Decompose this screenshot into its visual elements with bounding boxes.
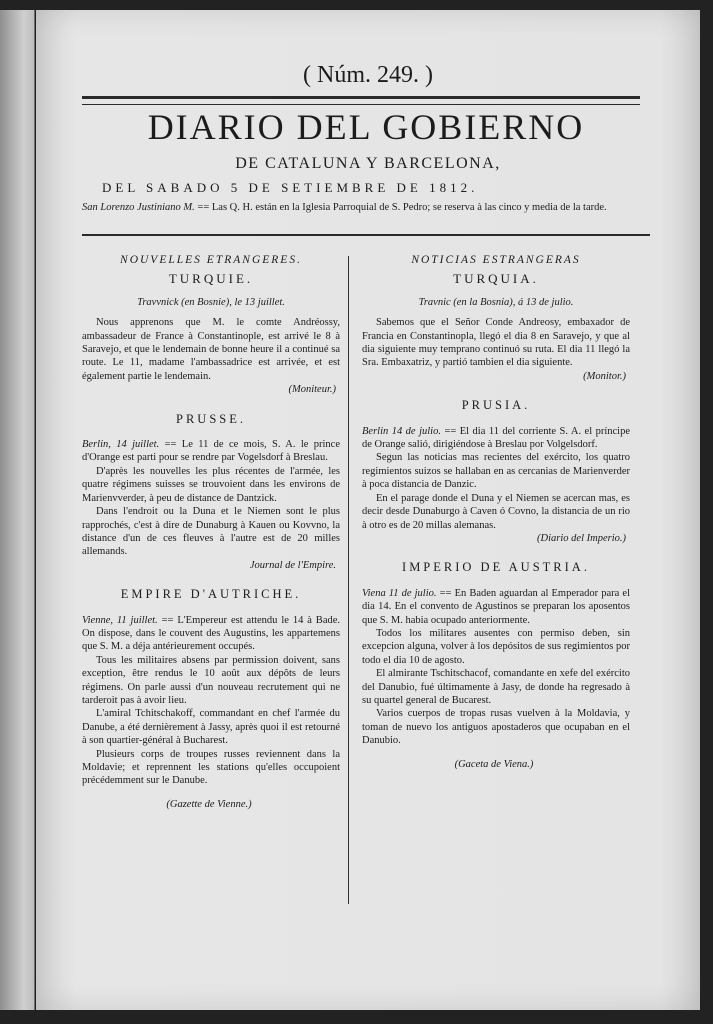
header-divider — [82, 234, 650, 239]
dateline: Berlin 14 de julio. — [362, 425, 441, 437]
dateline: Vienne, 11 juillet. — [82, 614, 158, 626]
article-paragraph — [82, 614, 340, 654]
source-citation: (Diario del Imperio.) — [537, 532, 626, 544]
section-autriche — [82, 588, 340, 811]
french-column — [82, 248, 340, 811]
article-paragraph: Dans l'endroit ou la Duna et le Niemen sont le plus rapprochés, c'est à dire de Dunaburg à Kauen ou Kovvno, la distance d'un de ces fleuves à l'autre est de 20 milles allemands. — [82, 506, 340, 558]
saint-of-day-notice — [82, 201, 654, 214]
issue-number: ( Núm. 249. ) — [303, 62, 433, 88]
section-prusia — [362, 399, 630, 545]
article-paragraph — [82, 438, 340, 465]
source-citation: (Gazette de Vienne.) — [166, 798, 252, 810]
article-paragraph: L'amiral Tchitschakoff, commandant en chef l'armée du Danube, a été dernièrement à Jassy, après quoi il est retourné à son quartier-général à Bucharest. — [82, 708, 340, 747]
section-austria — [362, 561, 630, 771]
newspaper-title: DIARIO DEL GOBIERNO — [147, 107, 585, 147]
country-heading: TURQUIA. — [453, 271, 539, 287]
previous-page-edge — [0, 10, 35, 1010]
article-paragraph: Nous apprenons que M. le comte Andréossy, ambassadeur de France à Constantinople, est arrivé le 8 à Saravejo, et que le lendemain de bonne heure il a continué sa route. Le 11, madame l'ambassadrice est arrivée, et est également partie le lendemain. — [82, 317, 340, 382]
article-paragraph: El almirante Tschitschacof, comandante en xefe del exército del Danubio, fué últimamente à Jasy, de donde ha regresado à su quartel general de Bucarest. — [362, 668, 630, 706]
dateline: Berlin, 14 juillet. — [82, 439, 160, 451]
saint-notice-text: == Las Q. H. están en la Iglesia Parroquial de S. Pedro; se reserva à las cinco y media de la tarde. — [197, 202, 607, 213]
section-turquie — [82, 272, 340, 396]
country-heading: PRUSIA. — [461, 398, 531, 413]
article-paragraph: Todos los militares ausentes con permiso deben, sin excepcion alguna, volver à los depósitos de sus regimientos por todo el dia 10 de agosto. — [362, 627, 630, 666]
source-citation: (Monitor.) — [583, 370, 626, 382]
column-heading: NOTICIAS ESTRANGERAS — [411, 254, 581, 266]
dateline: Travvnick (en Bosnie), le 13 juillet. — [137, 296, 285, 308]
article-paragraph: D'après les nouvelles les plus récentes de l'armée, les quatre régimens suisses se trouvoient dans les environs de Marienvverder, à peu de distance de Dantzick. — [82, 465, 340, 504]
article-paragraph: Plusieurs corps de troupes russes reviennent dans la Moldavie; et reprennent les stations qu'elles occupoient précédemment sur le Danube. — [82, 748, 340, 787]
masthead-rule — [82, 96, 640, 105]
dateline: Travnic (en la Bosnia), á 13 de julio. — [418, 296, 574, 308]
article-paragraph: Tous les militaires absens par permission doivent, sans exception, être rendus le 10 août aux dépôts de leurs régimens. On parle aussi d'un nouveau recrutement qui ne tarderoit pas à avoir lieu. — [82, 654, 340, 706]
newspaper-page — [36, 10, 700, 1010]
article-text: == En Baden aguardan al Emperador para el dia 14. En el convento de Agustinos se preparan los aposentos que S. M. habia ocupado anteriormente. — [362, 587, 630, 626]
section-turquia — [362, 272, 630, 383]
source-citation: Journal de l'Empire. — [249, 559, 336, 571]
country-heading: PRUSSE. — [176, 411, 246, 426]
article-text: == L'Empereur est attendu le 14 à Bade. On dispose, dans le couvent des Augustins, les appartemens que S. M. a déja antérieurement occupés. — [82, 614, 341, 653]
article-paragraph: Sabemos que el Señor Conde Andreosy, embaxador de Francia en Constantinopla, llegó el dia 8 en Saravejo, y que al dia siguiente muy temprano continuó su ruta. El dia 11 llegó la Sra. Embaxatriz, y partió tambien el dia siguiente. — [362, 317, 630, 369]
newspaper-subtitle: DE CATALUNA Y BARCELONA, — [235, 155, 501, 172]
article-text: == Le 11 de ce mois, S. A. le prince d'Orange est parti pour se rendre par Vogelsdorf à Breslau. — [82, 439, 340, 464]
column-divider — [348, 256, 349, 904]
article-text: == El dia 11 del corriente S. A. el príncipe de Orange salió, dirigiéndose à Breslau por Volgelsdorf. — [362, 425, 630, 451]
dateline: Viena 11 de julio. — [362, 587, 437, 599]
source-citation: (Moniteur.) — [288, 384, 336, 396]
column-heading: NOUVELLES ETRANGERES. — [120, 254, 302, 266]
country-heading: IMPERIO DE AUSTRIA. — [402, 560, 590, 575]
section-prusse — [82, 413, 340, 572]
article-paragraph — [362, 587, 630, 627]
article-paragraph: Varios cuerpos de tropas rusas vuelven à la Moldavia, y toman de nuevo los antiguos apostaderos que ocupaban en el Danubio. — [362, 708, 630, 747]
issue-date: DEL SABADO 5 DE SETIEMBRE DE 1812. — [102, 180, 479, 195]
source-citation: (Gaceta de Viena.) — [454, 758, 534, 770]
saint-name: San Lorenzo Justiniano M. — [82, 202, 195, 213]
article-paragraph: En el parage donde el Duna y el Niemen se acercan mas, es decir desde Dunaburgo à Caven ó Covno, la distancia de un rio à otro es de 20 millas alemanas. — [362, 492, 630, 531]
country-heading: EMPIRE D'AUTRICHE. — [120, 587, 302, 602]
country-heading: TURQUIE. — [168, 271, 254, 287]
article-paragraph — [362, 425, 630, 452]
article-paragraph: Segun las noticias mas recientes del exército, los quatro regimientos suizos se hallaban en as cercanias de Marienverder à poca distancia de Danzic. — [362, 452, 630, 491]
spanish-column — [362, 248, 630, 771]
